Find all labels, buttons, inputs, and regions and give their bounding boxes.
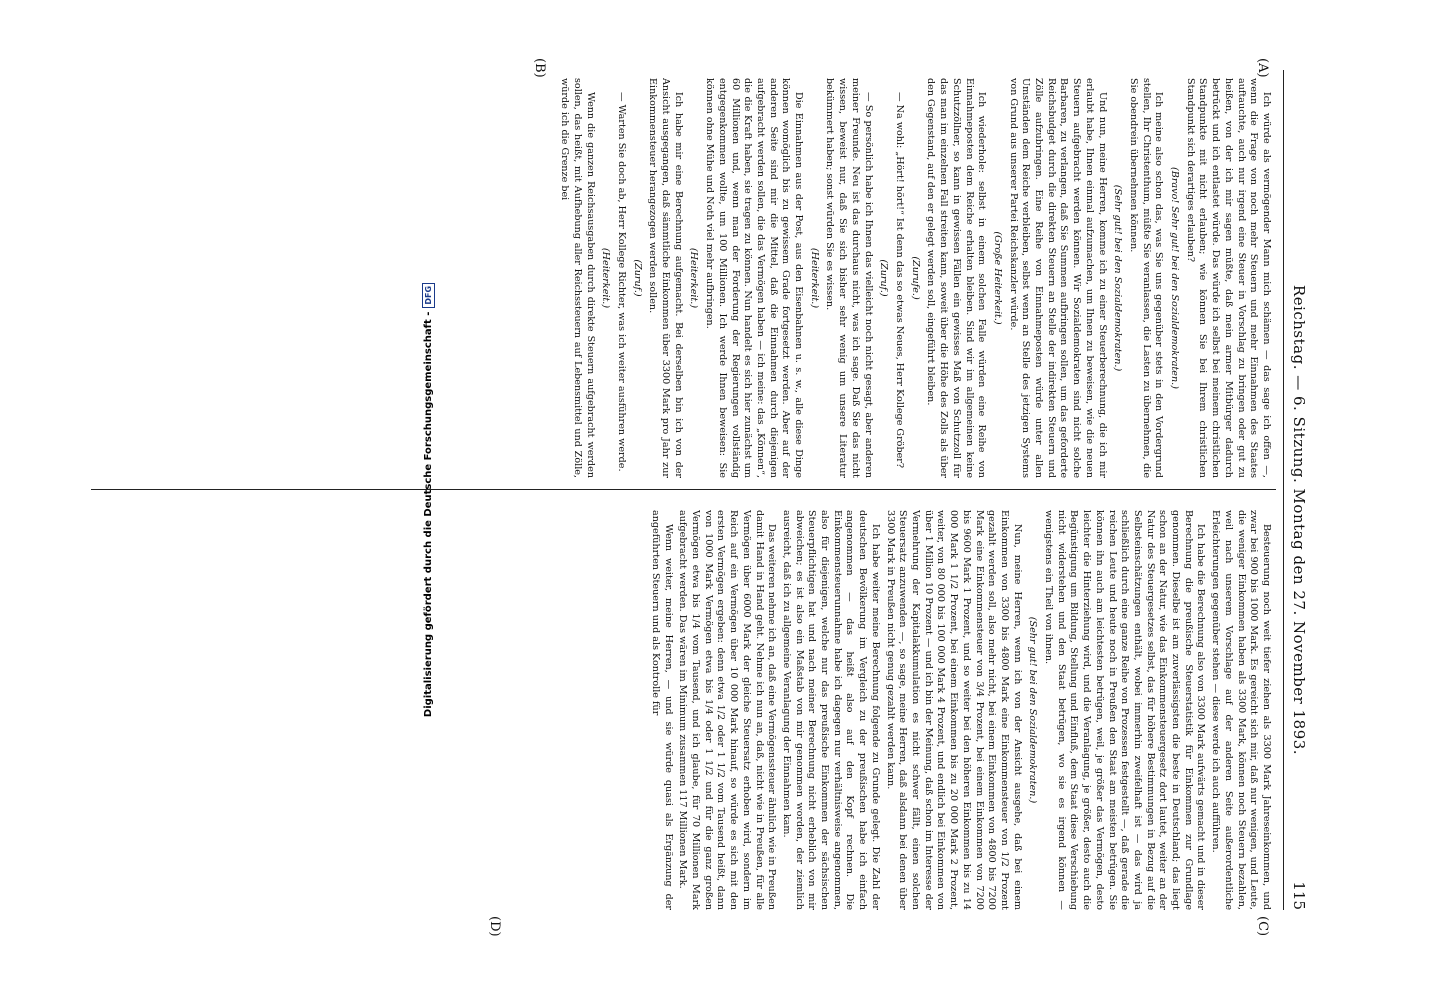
paragraph: Ich wiederhole: selbst in einem solchen Falle würden eine Reihe von Einnahmeposten dem Reiche erhalten bleiben. Sind wir im allgemeinen keine Schutzzöllner, so kann in gewissen Fällen ein gewisses Maß von Schutzzoll für das man im einzelnen Fall streiten kann, soweit über die Höhe des Zolls als über den Gegenstand, auf den er gelegt werden soll, eingeführt bleiben. [925,78,988,478]
stage-direction: (Heiterkeit.) [600,247,612,309]
margin-marker-a: (A) [1255,58,1270,78]
left-column [97,78,1272,478]
stage-direction: (Sehr gut! bei den Sozialdemokraten.) [1027,616,1039,804]
stage-direction: (Zuruf.) [631,259,643,297]
stage-direction: (Zurufe.) [909,256,921,300]
stage-direction: (Große Heiterkeit.) [991,231,1003,325]
margin-marker-b: (B) [532,58,547,78]
paragraph: — Warten Sie doch ab, Herr Kollege Richter, was ich weiter ausführen werde. [615,92,627,472]
paragraph: Nun, meine Herren, wenn ich von der Ansicht ausgehe, daß bei einem Einkommen von 3300 bis 4800 Mark eine Einkommensteuer von 1/2 Prozent gezahlt werden soll, also mehr nicht, bei einem Einkommen von 4800 bis 7200 Mark eine Einkommensteuer von 3/4 Prozent, bei einem Einkommen von 7200 bis 9600 Mark 1 Prozent, und so weiter bei den höheren Einkommen bis zu 14 000 Mark 1 1/2 Prozent, bei einem Einkommen bis zu 20 000 Mark 2 Prozent, weiter, von 80 000 bis 100 000 Mark 4 Prozent, und endlich bei Einkommen von über 1 Million 10 Prozent — und ich bin der Meinung, daß schon im Interesse der Vermehrung der Kapitalakkumulation es nicht schwer fällt, einen solchen Steuersatz anzuwenden —, so sage, meine Herren, daß alsdann bei denen über 3300 Mark in Preußen nicht genug gezahlt werden kann. [884,510,1023,910]
paragraph: Die Einnahmen aus der Post, aus den Eisenbahnen u. s. w., alle diese Dinge können womöglich bis zu gewissem Grade fortgesetzt werden. Aber auf der anderen Seite sind mir die Mittel, daß die Einnahmen durch diejenigen aufgebracht werden sollen, die das Vermögen haben — ich meine: das „Können“, die die Kraft haben, sie tragen zu können. Nun handelt es sich hier zunächst um 60 Millionen und, wenn man der Forderung der Regierungen vollständig entgegenkommen wollte, um 100 Millionen. Ich werde Ihnen beweisen: Sie können ohne Mühe und Noth viel mehr aufbringen. [704,78,805,478]
page-number: 115 [1290,881,1308,910]
running-title: Reichstag. — 6. Sitzung. Montag den 27. November 1893. [1290,284,1308,756]
paragraph: Ich habe die Berechnung also von 3300 Mark aufwärts gemacht und in dieser Berechnung die preußische Steuerstatistik für Einkommen zur Grundlage genommen. Dieselbe ist am zuverlässigsten die beste in Deutschland; das liegt schon an der Natur, wie das Einkommensteuergesetz dort lautet, weiter an der Natur des Steuergesetzes selbst, das für höhere Bestimmungen in Bezug auf die Selbsteinschätzungen enthält, wobei immerhin zweifelhaft ist — das wird ja schließlich durch eine ganze Reihe von Prozessen festgestellt —, daß gerade die reichen Leute und heute noch in Preußen den Staat am meisten betrügen. Sie können ihn auch am leichtesten betrügen, weil, je größer das Vermögen, desto leichter die Hinterziehung wird, und die Veranlagung, je größer, desto auch die Begünstigung um Bildung, Stellung und Einfluß, dem Staat diese Verschiebung nicht widerstehen und den Staat betrügen, wo sie es irgend können — wenigstens ein Theil von ihnen. [1043,510,1207,910]
paragraph: Ich meine also schon das, was Sie uns gegenüber stets in den Vordergrund stellen, Ihr Christenthum, müßte Sie veranlassen, die Lasten zu übernehmen, die Sie obendrein übernehmen können. [1127,78,1165,478]
paragraph: Ich würde als vermögender Mann mich schämen — das sage ich offen —, wenn die Frage von noch mehr Steuern und mehr Einnahmen des Staates auftauchte, auch nur irgend eine Steuer in Vorschlag zu bringen oder gut zu heißen, von der ich mir sagen müßte, daß mein armer Mitbürger dadurch betrückt und ich entlastet würde. Das würde ich selbst bei meinem christlichen Standpunkte mit nicht erlauben; wie können Sie bei Ihrem christlichen Standpunkt sich derartiges erlauben? [1184,78,1272,478]
paragraph: Ich habe weiter meine Berechnung folgende zu Grunde gelegt. Die Zahl der deutschen Bevölkerung im Vergleich zu der preußischen habe ich einfach angenommen — das heißt also auf den Kopf rechnen. Die Einkommensteuerunnahme habe ich dagegen nur verhältnisweise angenommen, also für diejenigen, welche nur das preußische Einkommen der sächsischen Steuerpflichtigen hat und nach meiner Berechnung nicht erheblich von mir abweichen; es ist also ein Maßstab von mir genommen worden, der ziemlich ausreicht, daß ich zu allgemeine Veranlagung der Einnahmen kam. [780,510,881,910]
paragraph: Ich habe mir eine Berechnung aufgemacht. Bei derselben bin ich von der Ansicht ausgegangen, daß sämmtliche Einkommen über 3300 Mark pro Jahr zur Einkommensteuer herangezogen werden sollen. [647,78,684,478]
digitization-credit [422,0,436,1000]
paragraph: — Na wohl: „Hört! hört!“ Ist denn das so etwas Neues, Herr Kollege Gröber? [894,92,906,469]
stage-direction: (Zuruf.) [878,259,890,297]
stage-direction: (Sehr gut! bei den Sozialdemokraten.) [1112,184,1124,372]
margin-marker-c: (C) [1255,916,1270,937]
paragraph: Besteuerung noch weit tiefer ziehen als 3300 Mark Jahreseinkommen, und zwar bei 900 bis 1000 Mark. Es gereicht sich mir, daß nur wenigen, und Leute, die weniger Einkommen haben als 3300 Mark, können noch Steuern bezahlen, weil nach unserem Vorschlage auf der anderen Seite außerordentliche Erleichterungen gegenüber stehen — diese werde ich auch aufführen. [1210,510,1272,910]
paragraph: Wenn die ganzen Reichsausgaben durch direkte Steuern aufgebracht werden sollen, das heißt, mit Aufhebung aller Reichssteuern auf Lebensmittel und Zölle, würde ich die Grenze bei [559,78,596,478]
dfg-logo-icon: DFG [422,283,435,308]
paragraph: Das weiteren nehme ich an, daß eine Vermögenssteuer ähnlich wie in Preußen damit Hand in Hand geht. Nehme ich nun an, daß, nicht wie in Preußen, für alle Vermögen über 6000 Mark der gleiche Steuersatz erhoben wird, sondern im Reich auf ein Vermögen über 10 000 Mark hinauf, so würde es sich mit den ersten Vermögen ergeben: denn etwa 1/2 oder 1 1/2 vom Tausend heißt, dann von 1000 Mark Vermögen etwa bis 1/4 oder 1 1/2 und für die ganz großen Vermögen etwa bis 1/4 vom Tausend, und ich glaube, für 70 Millionen Mark aufgebracht werden. Das wären im Minimum zusammen 117 Millionen Mark. [677,510,778,910]
margin-marker-d: (D) [487,916,502,937]
paragraph: — So persönlich habe ich Ihnen das vielleicht noch nicht gesagt, aber anderen meiner Freunde. Neu ist das durchaus nicht, was ich sage. Daß Sie das nicht wissen, beweist nur, daß Sie sich bisher sehr wenig um unsere Literatur bekümmert haben; sonst würden Sie es wissen. [824,78,874,478]
credit-text: Digitalisierung gefördert durch die Deutsche Forschungsgemeinschaft - [423,311,434,718]
column-rule [91,489,1276,490]
paragraph: Und nun, meine Herren, komme ich zu einer Steuerberechnung, die ich mir erlaubt habe, Ihnen einmal aufzumachen, um Ihnen zu beweisen, wie die neuen Steuern aufgebracht werden können. Wir Sozialdemokraten sind nicht solche Barbaren, zu verlangen, daß Sie Summen aufbringen sollen, um das geforderte Reichsbudget durch die direkten Steuern an Stelle der indirekten Steuern und Zölle aufzubringen. Eine Reihe von Einnahmeposten würde unter allen Umständen dem Reiche verbleiben, selbst wenn an Stelle des jetzigen Systems von Grund aus unserer Partei Reichskanzler würde. [1007,78,1108,478]
stage-direction: (Heiterkeit.) [808,247,820,309]
stage-direction: (Heiterkeit.) [688,247,700,309]
paragraph: Wenn weiter, meine Herren, — und sie würde quasi als Ergänzung der angeführten Steuern und als Kontrolle für [649,510,674,910]
stage-direction: (Bravo! Sehr gut! bei den Sozialdemokraten.) [1169,167,1181,389]
page-header [1283,70,1314,910]
right-column [97,510,1272,910]
